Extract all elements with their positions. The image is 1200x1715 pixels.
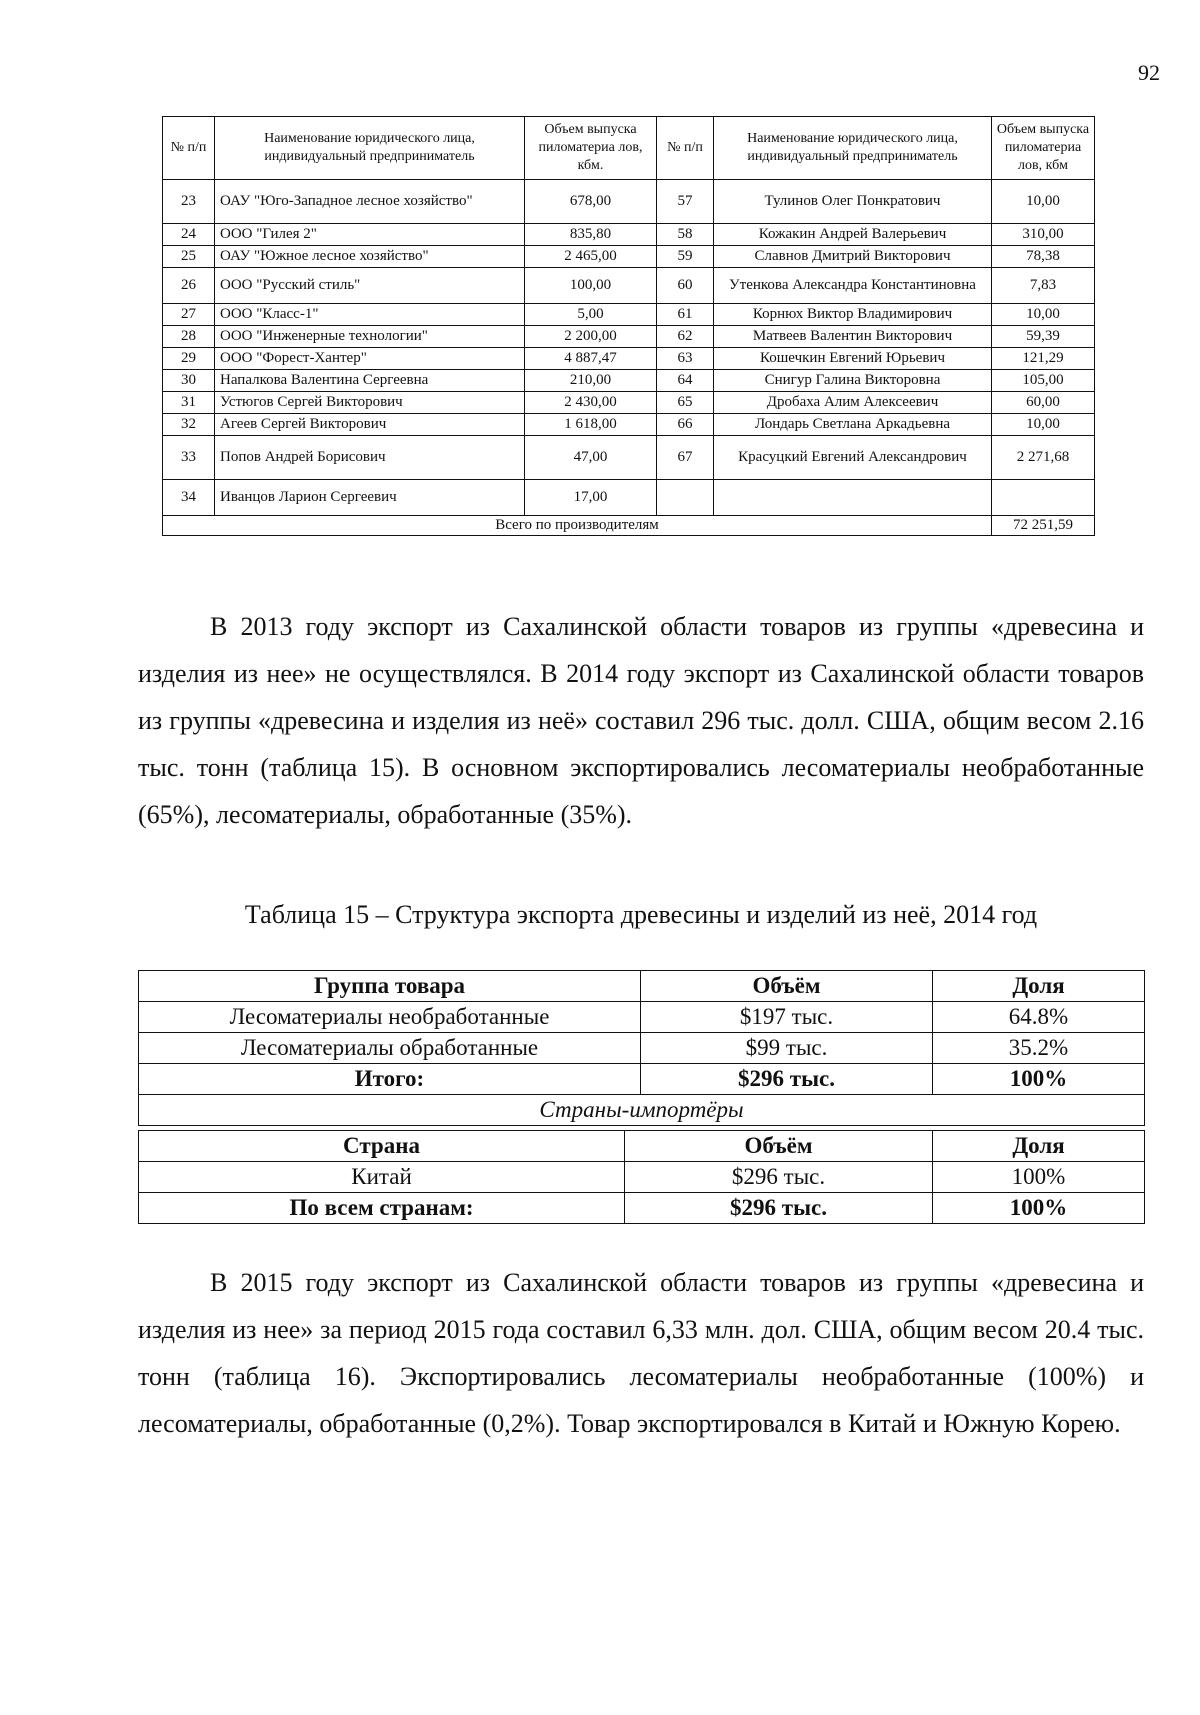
countries-total-volume: $296 тыс.	[625, 1193, 933, 1224]
row-volume-2	[992, 480, 1095, 516]
row-volume: 100,00	[525, 268, 657, 304]
row-num: 28	[163, 326, 215, 348]
row-num-2	[657, 480, 714, 516]
row-volume-2: 78,38	[992, 246, 1095, 268]
producer-row	[163, 480, 1095, 516]
country-rows	[139, 1162, 1145, 1193]
total-value: 72 251,59	[992, 516, 1095, 536]
row-volume: 2 465,00	[525, 246, 657, 268]
producer-row	[163, 414, 1095, 436]
header-num: № п/п	[163, 117, 215, 180]
producer-row	[163, 348, 1095, 370]
row-name-2: Славнов Дмитрий Викторович	[714, 246, 992, 268]
row-num: 23	[163, 180, 215, 224]
country-row-country: Китай	[139, 1162, 625, 1193]
row-name-2: Корнюх Виктор Владимирович	[714, 304, 992, 326]
paragraph-export-2013-2014: В 2013 году экспорт из Сахалинской области товаров из группы «древесина и изделия из нее» не осуществлялся. В 2014 году экспорт из Сахалинской области товаров из группы «древесина и изделия из неё» составил 296 тыс. долл. США, общим весом 2.16 тыс. тонн (таблица 15). В основном экспортировались лесоматериалы необработанные (65%), лесоматериалы, обработанные (35%).	[138, 612, 1144, 829]
producers-header-row	[163, 117, 1095, 180]
row-volume: 2 200,00	[525, 326, 657, 348]
export-row	[139, 1033, 1145, 1064]
row-volume-2: 59,39	[992, 326, 1095, 348]
header-share: Доля	[933, 971, 1145, 1002]
export-rows	[139, 1002, 1145, 1064]
producers-total-row	[163, 516, 1095, 536]
row-name-2: Матвеев Валентин Викторович	[714, 326, 992, 348]
row-name: ООО "Инженерные технологии"	[215, 326, 525, 348]
producers-body	[163, 180, 1095, 516]
header-name-2: Наименование юридического лица, индивидуальный предприниматель	[714, 117, 992, 180]
countries-header-row	[139, 1131, 1145, 1162]
row-volume-2: 310,00	[992, 224, 1095, 246]
export-header-row	[139, 971, 1145, 1002]
row-name-2: Красуцкий Евгений Александрович	[714, 436, 992, 480]
header-name: Наименование юридического лица, индивидуальный предприниматель	[215, 117, 525, 180]
row-num-2: 65	[657, 392, 714, 414]
row-name-2: Снигур Галина Викторовна	[714, 370, 992, 392]
export-total-row	[139, 1064, 1145, 1095]
country-row	[139, 1162, 1145, 1193]
row-volume: 1 618,00	[525, 414, 657, 436]
row-num-2: 63	[657, 348, 714, 370]
row-name: Попов Андрей Борисович	[215, 436, 525, 480]
table15-caption: Таблица 15 – Структура экспорта древесины и изделий из неё, 2014 год	[244, 900, 1038, 929]
countries-total-row	[139, 1193, 1145, 1224]
row-volume: 210,00	[525, 370, 657, 392]
country-row-volume: $296 тыс.	[625, 1162, 933, 1193]
header-volume-left: Объем выпуска пиломатериа лов, кбм.	[525, 117, 657, 180]
row-volume-2: 60,00	[992, 392, 1095, 414]
row-volume-2: 121,29	[992, 348, 1095, 370]
row-num: 27	[163, 304, 215, 326]
row-volume-2: 10,00	[992, 414, 1095, 436]
row-name: ООО "Форест-Хантер"	[215, 348, 525, 370]
row-num-2: 66	[657, 414, 714, 436]
row-name: ОАУ "Юго-Западное лесное хозяйство"	[215, 180, 525, 224]
importers-table	[138, 1130, 1145, 1224]
row-num: 34	[163, 480, 215, 516]
total-label: Всего по производителям	[163, 516, 992, 536]
row-num-2: 60	[657, 268, 714, 304]
export-row-volume: $197 тыс.	[641, 1002, 933, 1033]
row-name: ООО "Класс-1"	[215, 304, 525, 326]
row-volume: 2 430,00	[525, 392, 657, 414]
total-group: Итого:	[139, 1064, 641, 1095]
row-volume: 5,00	[525, 304, 657, 326]
export-row-volume: $99 тыс.	[641, 1033, 933, 1064]
page-number: 92	[1138, 60, 1160, 85]
producer-row	[163, 436, 1095, 480]
row-num: 26	[163, 268, 215, 304]
row-name: Напалкова Валентина Сергеевна	[215, 370, 525, 392]
producers-table	[162, 116, 1095, 536]
producer-row	[163, 304, 1095, 326]
row-num-2: 67	[657, 436, 714, 480]
row-num-2: 61	[657, 304, 714, 326]
row-volume: 835,80	[525, 224, 657, 246]
row-num: 33	[163, 436, 215, 480]
producer-row	[163, 392, 1095, 414]
export-row	[139, 1002, 1145, 1033]
row-name-2: Лондарь Светлана Аркадьевна	[714, 414, 992, 436]
row-volume-2: 10,00	[992, 180, 1095, 224]
importers-title-row	[139, 1095, 1145, 1126]
row-num: 30	[163, 370, 215, 392]
row-volume: 17,00	[525, 480, 657, 516]
total-share: 100%	[933, 1064, 1145, 1095]
producer-row	[163, 326, 1095, 348]
row-num: 24	[163, 224, 215, 246]
row-num-2: 62	[657, 326, 714, 348]
producer-row	[163, 246, 1095, 268]
header-country-volume: Объём	[625, 1131, 933, 1162]
row-name: Агеев Сергей Викторович	[215, 414, 525, 436]
paragraph-export-2015: В 2015 году экспорт из Сахалинской области товаров из группы «древесина и изделия из нее» за период 2015 года составил 6,33 млн. дол. США, общим весом 20.4 тыс. тонн (таблица 16). Экспортировались лесоматериалы необработанные (100%) и лесоматериалы, обработанные (0,2%). Товар экспортировался в Китай и Южную Корею.	[138, 1268, 1144, 1438]
producer-row	[163, 224, 1095, 246]
countries-total-share: 100%	[933, 1193, 1145, 1224]
row-name-2: Кожакин Андрей Валерьевич	[714, 224, 992, 246]
row-volume: 4 887,47	[525, 348, 657, 370]
row-num-2: 58	[657, 224, 714, 246]
export-row-group: Лесоматериалы обработанные	[139, 1033, 641, 1064]
row-num: 29	[163, 348, 215, 370]
importers-title: Страны-импортёры	[139, 1095, 1145, 1126]
row-name-2: Утенкова Александра Константиновна	[714, 268, 992, 304]
row-name: Иванцов Ларион Сергеевич	[215, 480, 525, 516]
row-name-2: Дробаха Алим Алексеевич	[714, 392, 992, 414]
row-num-2: 57	[657, 180, 714, 224]
row-num-2: 64	[657, 370, 714, 392]
header-num-2: № п/п	[657, 117, 714, 180]
header-volume-right: Объем выпуска пиломатериа лов, кбм	[992, 117, 1095, 180]
header-country-share: Доля	[933, 1131, 1145, 1162]
row-name-2: Кошечкин Евгений Юрьевич	[714, 348, 992, 370]
row-name: ООО "Русский стиль"	[215, 268, 525, 304]
producer-row	[163, 370, 1095, 392]
header-group: Группа товара	[139, 971, 641, 1002]
countries-total-label: По всем странам:	[139, 1193, 625, 1224]
row-volume-2: 10,00	[992, 304, 1095, 326]
producer-row	[163, 180, 1095, 224]
row-volume-2: 7,83	[992, 268, 1095, 304]
row-volume-2: 2 271,68	[992, 436, 1095, 480]
row-name: Устюгов Сергей Викторович	[215, 392, 525, 414]
row-name: ОАУ "Южное лесное хозяйство"	[215, 246, 525, 268]
country-row-share: 100%	[933, 1162, 1145, 1193]
total-volume: $296 тыс.	[641, 1064, 933, 1095]
row-name: ООО "Гилея 2"	[215, 224, 525, 246]
row-name-2: Тулинов Олег Понкратович	[714, 180, 992, 224]
row-name-2	[714, 480, 992, 516]
row-num: 31	[163, 392, 215, 414]
row-volume-2: 105,00	[992, 370, 1095, 392]
header-country: Страна	[139, 1131, 625, 1162]
row-num: 25	[163, 246, 215, 268]
row-num: 32	[163, 414, 215, 436]
export-structure-table	[138, 970, 1145, 1126]
export-row-group: Лесоматериалы необработанные	[139, 1002, 641, 1033]
row-volume: 47,00	[525, 436, 657, 480]
export-row-share: 35.2%	[933, 1033, 1145, 1064]
row-num-2: 59	[657, 246, 714, 268]
header-volume: Объём	[641, 971, 933, 1002]
export-row-share: 64.8%	[933, 1002, 1145, 1033]
producer-row	[163, 268, 1095, 304]
row-volume: 678,00	[525, 180, 657, 224]
